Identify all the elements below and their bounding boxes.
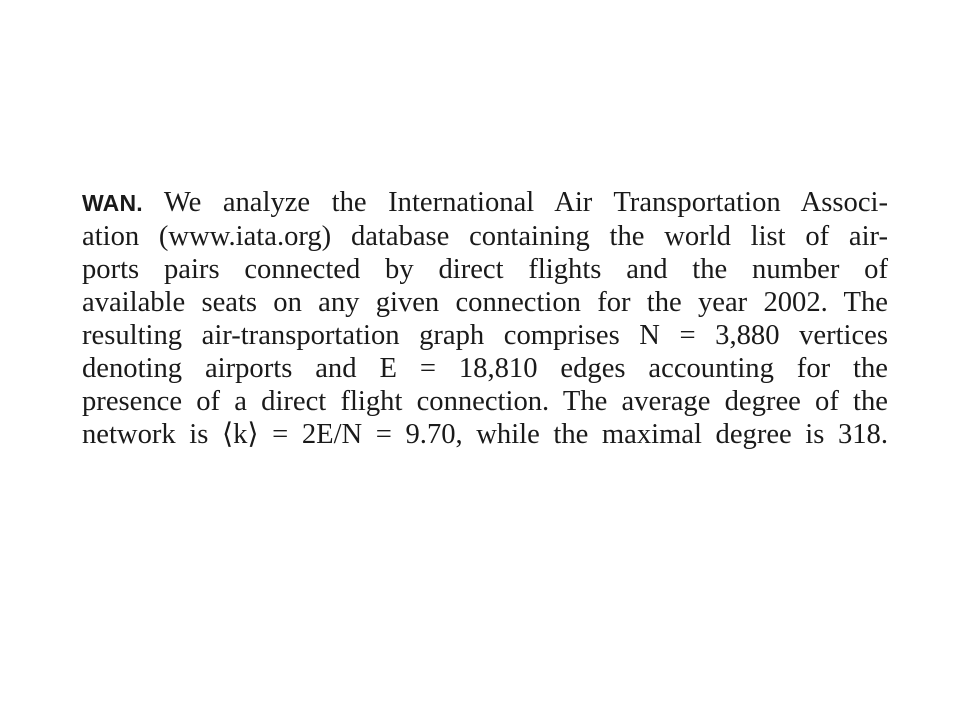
text-line-3: ports pairs connected by direct flights and the number of (82, 254, 888, 285)
text-line-2: ation (www.iata.org) database containing the world list of air- (82, 221, 888, 252)
text-line-4: available seats on any given connection for the year 2002. The (82, 287, 888, 318)
text-line-8: network is ⟨k⟩ = 2E/N = 9.70, while the maximal degree is 318. (82, 419, 888, 450)
text-line-7: presence of a direct flight connection. The average degree of the (82, 386, 888, 417)
paper-excerpt (82, 186, 888, 451)
text-line-6: denoting airports and E = 18,810 edges accounting for the (82, 353, 888, 384)
text-line-1: WAN. We analyze the International Air Transportation Associ- (82, 187, 888, 218)
text-line-5: resulting air-transportation graph comprises N = 3,880 vertices (82, 320, 888, 351)
section-heading: WAN. (82, 190, 143, 216)
